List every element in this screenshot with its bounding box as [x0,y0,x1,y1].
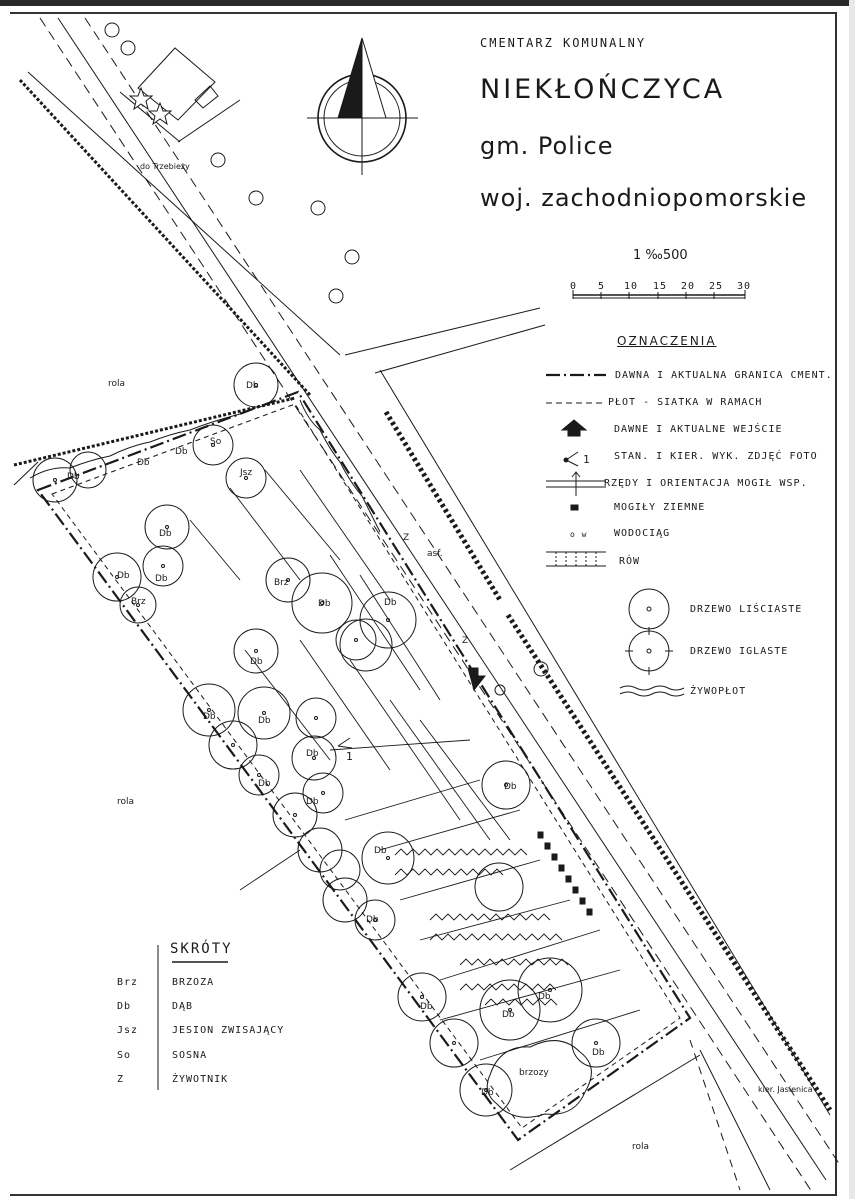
legend-label-photo: STAN. I KIER. WYK. ZDJĘĆ FOTO [614,451,818,462]
tree-label: Db [318,599,331,609]
tree-label: Db [420,1002,433,1012]
asphalt-label: asf. [427,549,443,559]
tree-label: Db [504,782,517,792]
legend-label-ditch: RÓW [619,556,641,567]
legend-symbols [546,375,684,696]
legend-rows-symbol [546,472,606,496]
star-icon [130,88,171,124]
legend-photo-number: 1 [583,453,591,466]
tree-label: Db [502,1010,515,1020]
legend-label-boundary: DAWNA I AKTUALNA GRANICA CMENT. [615,370,833,381]
tree-label: Z [403,533,410,543]
legend-grave-symbol [571,505,578,510]
grave-blocks [395,849,568,1005]
tree-label: Db [306,749,319,759]
trees [33,23,620,1116]
tree-label: So [210,437,222,447]
tree-label: Db [117,571,130,581]
abbrev-code: Z [117,1074,125,1085]
tree-label: Db [306,797,319,807]
road-label-north: do Trzebieży [140,162,190,171]
birch-group-label: brzozy [519,1068,549,1078]
road-label-south: kier. Jasienica [758,1085,813,1094]
tree-label: Db [137,458,150,468]
tree-label: Db [384,598,397,608]
legend-water-symbol: o w [570,530,588,539]
abbrev-code: Brz [117,977,139,988]
north-arrow-icon [307,38,418,175]
abbrev-name: SOSNA [172,1050,208,1061]
header-voivodeship: woj. zachodniopomorskie [480,184,808,212]
tree-label: Db [203,712,216,722]
legend-ditch-symbol [546,552,606,566]
field-label: rola [117,797,135,807]
photo-station-icon [338,738,352,748]
abbrev-code: So [117,1050,132,1061]
field-label: rola [632,1142,650,1152]
scale-tick-label: 0 [570,281,578,292]
tree-label: Db [159,529,172,539]
abbrev-code: Jsz [117,1025,139,1036]
abbrev-name: ŻYWOTNIK [172,1074,229,1085]
legend-conifer-tree-icon [625,627,673,675]
birch-group [487,1041,591,1118]
tree-label: Db [374,846,387,856]
legend-title: OZNACZENIA [617,334,717,348]
scale-tick-label: 15 [653,281,668,292]
header-title: NIEKŁOŃCZYCA [480,74,726,105]
scale-tick-label: 25 [709,281,724,292]
scale-tick-label: 30 [737,281,752,292]
scale-tick-label: 5 [598,281,606,292]
earth-graves [538,832,592,915]
tree-label: Db [250,657,263,667]
legend-label-deciduous: DRZEWO LIŚCIASTE [690,604,803,615]
header-line1: CMENTARZ KOMUNALNY [480,36,647,50]
abbrev-name: JESION ZWISAJĄCY [172,1025,285,1036]
tree-label: Db [258,779,271,789]
cemetery-boundary [14,392,690,1140]
hedge [300,400,380,532]
abbrev-name: BRZOZA [172,977,215,988]
tree-label: Db [366,915,379,925]
legend-hedge-icon [620,686,684,696]
photo-station-label: 1 [346,750,353,763]
tree-label: Db [258,716,271,726]
legend-label-graves: MOGIŁY ZIEMNE [614,502,706,513]
scale-tick-label: 10 [624,281,639,292]
legend-label-rows: RZĘDY I ORIENTACJA MOGIŁ WSP. [604,478,808,489]
header-gmina: gm. Police [480,132,614,160]
abbrev-name: DĄB [172,1001,194,1012]
tree-label: Db [246,381,259,391]
legend-label-fence: PŁOT - SIATKA W RAMACH [608,397,763,408]
tree-label: Db [592,1048,605,1058]
field-label: rola [108,379,126,389]
abbrev-title: SKRÓTY [170,941,233,957]
tree-label: Z [462,636,469,646]
abbrev-code: Db [117,1001,132,1012]
legend-label-conifer: DRZEWO IGLASTE [690,646,789,657]
hedge [30,414,240,478]
legend-label-entrance: DAWNE I AKTUALNE WEJŚCIE [614,424,783,435]
tree-label: Db [175,447,188,457]
tree-label: Db [538,992,551,1002]
legend-label-water: WODOCIĄG [614,528,671,539]
legend-entrance-icon [562,420,586,436]
tree-label: Db [481,1088,494,1098]
legend-label-hedge: ŻYWOPŁOT [690,686,747,697]
legend-deciduous-tree-icon [629,589,669,629]
tree-icon [534,662,548,676]
tree-label: Brz [131,597,146,607]
tree-label: Db [67,472,80,482]
tree-label: Jsz [240,468,253,478]
scale-label: 1 ‰500 [633,248,688,263]
tree-label: Db [155,574,168,584]
scale-bar [573,290,745,299]
scale-tick-label: 20 [681,281,696,292]
tree-label: Brz [274,578,289,588]
